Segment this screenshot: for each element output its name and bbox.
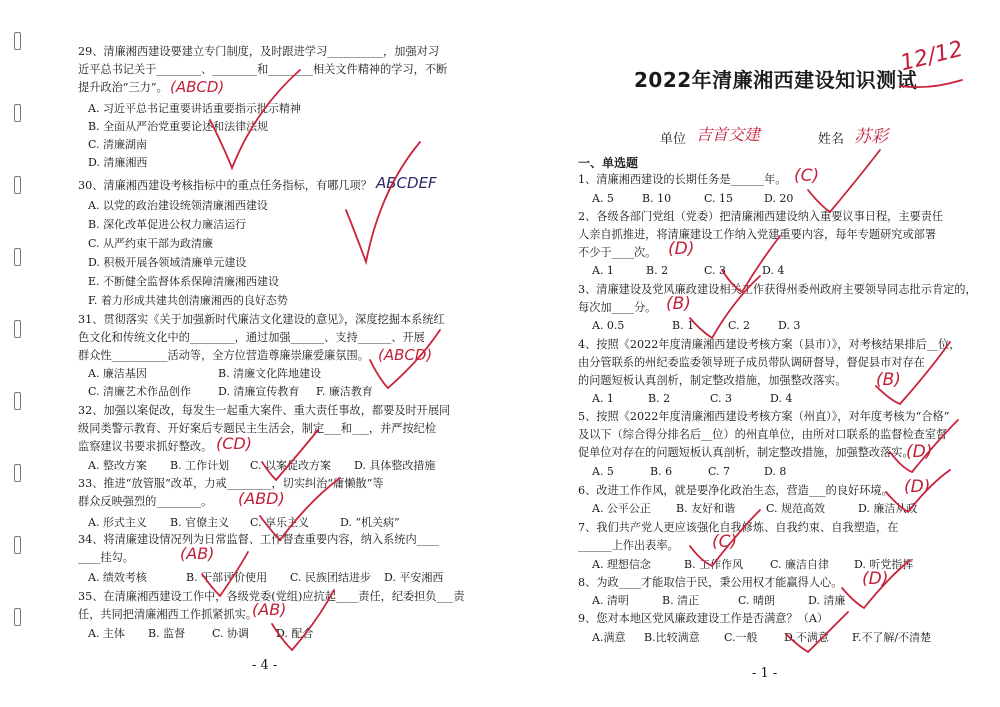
r-q4-line2: 由分管联系的州纪委监委领导班子成员带队调研督导，督促县市对存在 — [578, 356, 925, 369]
r-q3-option-c: C. 2 — [728, 319, 751, 332]
r-q2-option-a: A. 1 — [592, 264, 614, 277]
r-q4-line3: 的问题短板认真剖析，制定整改措施，加强整改落实。 — [578, 374, 847, 387]
r-q9-line1: 9、您对本地区党风廉政建设工作是否满意？（A） — [578, 612, 829, 625]
q29-option-a: A. 习近平总书记重要讲话重要指示批示精神 — [88, 102, 301, 115]
r-q8-option-d: D. 清廉 — [808, 594, 846, 607]
r-q4-option-d: D. 4 — [770, 392, 793, 405]
r-q9-option-f: F.不了解/不清楚 — [852, 631, 932, 644]
q31-option-a: A. 廉洁基因 — [88, 367, 147, 380]
r-q5-option-b: B. 6 — [650, 465, 673, 478]
q32-option-a: A. 整改方案 — [88, 459, 147, 472]
q33-option-b: B. 官僚主义 — [170, 516, 230, 529]
r-q1-option-c: C. 15 — [704, 192, 734, 205]
q35-line2: 任，共同把清廉湘西工作抓紧抓实。 — [78, 608, 258, 621]
q33-option-d: D. “机关病” — [340, 516, 400, 529]
r-q2-option-d: D. 4 — [762, 264, 785, 277]
r-q9-option-d: D.不满意 — [784, 631, 829, 644]
q32-line2: 级同类警示教育、开好案后专题民主生活会，制定___和___，并严按纪检 — [78, 422, 437, 435]
q30-option-e: E. 不断健全监督体系保障清廉湘西建设 — [88, 275, 280, 288]
q34-handwritten-answer: (AB) — [180, 544, 215, 563]
r-q3-line1: 3、清廉建设及党风廉政建设相关工作获得州委州政府主要领导同志批示肯定的， — [578, 283, 977, 296]
q31-option-b: B. 清廉文化阵地建设 — [218, 367, 322, 380]
r-q5-option-d: D. 8 — [764, 465, 787, 478]
r-q2-line3: 不少于____次。 — [578, 246, 657, 259]
r-q6-option-d: D. 廉洁从政 — [858, 502, 918, 515]
q34-option-d: D. 平安湘西 — [384, 571, 444, 584]
r-q7-option-a: A. 理想信念 — [592, 558, 651, 571]
q29-option-b: B. 全面从严治党重要论述和法律法规 — [88, 120, 269, 133]
name-handwritten: 苏彩 — [854, 127, 888, 147]
r-q8-handwritten-answer: (D) — [862, 569, 889, 589]
r-q1-option-b: B. 10 — [642, 192, 672, 205]
r-q2-option-c: C. 3 — [704, 264, 727, 277]
r-q6-option-c: C. 规范高效 — [766, 502, 826, 515]
q34-line2: ____挂勾。 — [78, 551, 134, 564]
q35-line1: 35、在清廉湘西建设工作中，各级党委(党组)应抗起____责任，纪委担负___责 — [78, 590, 465, 603]
q34-option-c: C. 民族团结进步 — [290, 571, 372, 584]
q33-option-a: A. 形式主义 — [88, 516, 147, 529]
r-q9-option-c: C.一般 — [724, 631, 758, 644]
r-q1-option-a: A. 5 — [592, 192, 614, 205]
r-q5-line1: 5、按照《2022年度清廉湘西建设考核方案（州直）》，对年度考核为“合格” — [578, 410, 950, 423]
left-page-number: - 4 - — [252, 658, 278, 673]
r-q6-option-a: A. 公平公正 — [592, 502, 651, 515]
q32-option-b: B. 工作计划 — [170, 459, 230, 472]
q29-line2: 近平总书记关于________、________和________相关文件精神的学习，不断 — [78, 63, 448, 76]
r-q9-option-b: B.比较满意 — [644, 631, 700, 644]
r-q2-handwritten-answer: (D) — [668, 239, 695, 259]
r-q8-option-c: C. 晴朗 — [738, 594, 776, 607]
q33-handwritten-answer: (ABD) — [238, 489, 285, 508]
right-page-number: - 1 - — [752, 666, 778, 681]
r-q5-line2: 及以下（综合得分排名后__位）的州直单位，由所对口联系的监督检查室督 — [578, 428, 948, 441]
q31-option-c: C. 清廉艺术作品创作 — [88, 385, 192, 398]
r-q6-option-b: B. 友好和谐 — [676, 502, 736, 515]
q32-option-d: D. 具体整改措施 — [354, 459, 436, 472]
q31-line1: 31、贯彻落实《关于加强新时代廉洁文化建设的意见》，深度挖掘本系统红 — [78, 313, 445, 326]
r-q1-handwritten-answer: (C) — [794, 166, 820, 186]
r-q3-handwritten-answer: (B) — [666, 294, 691, 314]
q29-option-d: D. 清廉湘西 — [88, 156, 148, 169]
q35-option-d: D. 配合 — [276, 627, 314, 640]
r-q6-line1: 6、改进工作作风，就是要净化政治生态，营造___的良好环境。 — [578, 484, 893, 497]
q34-line1: 34、将清廉建设情况列为日常监督、工作督查重要内容，纳入系统内____ — [78, 533, 440, 546]
q31-line3: 群众性__________活动等，全方位营造尊廉崇廉爱廉氛围。 — [78, 349, 369, 362]
unit-label: 单位 — [660, 132, 687, 147]
r-q5-line3: 促单位对存在的问题短板认真剖析，制定整改措施，加强整改落实。 — [578, 446, 914, 459]
q34-option-b: B. 干部评价使用 — [186, 571, 268, 584]
r-q7-option-b: B. 工作作风 — [684, 558, 744, 571]
q31-handwritten-answer: (ABCD) — [378, 346, 433, 364]
r-q8-option-b: B. 清正 — [662, 594, 700, 607]
r-q2-option-b: B. 2 — [646, 264, 669, 277]
q30-handwritten-answer: ABCDEF — [376, 174, 437, 192]
q30-option-d: D. 积极开展各领域清廉单元建设 — [88, 256, 247, 269]
r-q7-option-d: D. 听党指挥 — [854, 558, 914, 571]
r-q1-line1: 1、清廉湘西建设的长期任务是______年。 — [578, 173, 787, 186]
r-q4-option-a: A. 1 — [592, 392, 614, 405]
q35-option-a: A. 主体 — [88, 627, 125, 640]
q31-line2: 色文化和传统文化中的________，通过加强______、支持______、开展 — [78, 331, 425, 344]
r-q5-option-c: C. 7 — [708, 465, 731, 478]
q29-line3: 提升政治“三力”。 — [78, 81, 168, 94]
binder-holes — [0, 0, 40, 707]
r-q3-option-d: D. 3 — [778, 319, 801, 332]
q29-line1: 29、清廉湘西建设要建立专门制度，及时跟进学习__________，加强对习 — [78, 45, 440, 58]
q35-option-c: C. 协调 — [212, 627, 250, 640]
q32-handwritten-answer: (CD) — [216, 434, 252, 453]
q35-option-b: B. 监督 — [148, 627, 186, 640]
r-q4-option-c: C. 3 — [710, 392, 733, 405]
r-q9-option-a: A.满意 — [592, 631, 626, 644]
r-q8-line1: 8、为政____才能取信于民，秉公用权才能赢得人心。 — [578, 576, 843, 589]
handwritten-score: 12/12 — [897, 36, 966, 77]
unit-handwritten: 吉首交建 — [696, 125, 761, 144]
q35-handwritten-answer: (AB) — [252, 600, 287, 619]
r-q4-handwritten-answer: (B) — [876, 370, 901, 390]
q29-handwritten-answer: (ABCD) — [170, 78, 225, 96]
r-q7-line2: ______上作出表率。 — [578, 539, 679, 552]
r-q4-line1: 4、按照《2022年度清廉湘西建设考核方案（县市）》，对考核结果排后__位， — [578, 338, 961, 351]
q32-line1: 32、加强以案促改，每发生一起重大案件、重大责任事故，都要及时开展同 — [78, 404, 451, 417]
r-q3-option-b: B. 1 — [672, 319, 695, 332]
q33-line1: 33、推进“放管服”改革，力戒________，切实纠治“庸懒散”等 — [78, 477, 384, 490]
r-q2-line1: 2、各级各部门党组（党委）把清廉湘西建设纳入重要议事日程，主要责任 — [578, 210, 944, 223]
page-title: 2022年清廉湘西建设知识测试 — [634, 68, 918, 92]
q33-option-c: C. 享乐主义 — [250, 516, 310, 529]
r-q8-option-a: A. 清明 — [592, 594, 629, 607]
q30-option-a: A. 以党的政治建设统领清廉湘西建设 — [88, 199, 268, 212]
section-heading: 一、单选题 — [578, 156, 639, 170]
q31-option-f: F. 廉洁教育 — [316, 385, 373, 398]
r-q2-line2: 人亲自抓推进，将清廉建设工作纳入党建重要内容，每年专题研究或部署 — [578, 228, 937, 241]
r-q7-line1: 7、我们共产党人更应该强化自我修炼、自我约束、自我塑造，在 — [578, 521, 899, 534]
name-label: 姓名 — [818, 132, 845, 147]
q31-option-d: D. 清廉宣传教育 — [218, 385, 300, 398]
q29-option-c: C. 清廉湖南 — [88, 138, 148, 151]
r-q3-option-a: A. 0.5 — [592, 319, 625, 332]
q30-option-b: B. 深化改革促进公权力廉洁运行 — [88, 218, 247, 231]
q33-line2: 群众反映强烈的________。 — [78, 495, 213, 508]
q30-option-f: F. 着力形成共建共创清廉湘西的良好态势 — [88, 294, 288, 307]
q30-line1: 30、清廉湘西建设考核指标中的重点任务指标，有哪几项？ — [78, 179, 372, 192]
q34-option-a: A. 绩效考核 — [88, 571, 147, 584]
q30-option-c: C. 从严约束干部为政清廉 — [88, 237, 214, 250]
r-q4-option-b: B. 2 — [648, 392, 671, 405]
r-q1-option-d: D. 20 — [764, 192, 794, 205]
r-q7-handwritten-answer: (C) — [712, 532, 738, 552]
q32-line3: 监察建议书要求抓好整改。 — [78, 440, 213, 453]
q32-option-c: C. 以案促改方案 — [250, 459, 332, 472]
r-q5-handwritten-answer: (D) — [906, 442, 933, 462]
r-q7-option-c: C. 廉洁自律 — [770, 558, 830, 571]
r-q6-handwritten-answer: (D) — [904, 477, 931, 497]
r-q3-line2: 每次加____分。 — [578, 301, 657, 314]
r-q5-option-a: A. 5 — [592, 465, 614, 478]
